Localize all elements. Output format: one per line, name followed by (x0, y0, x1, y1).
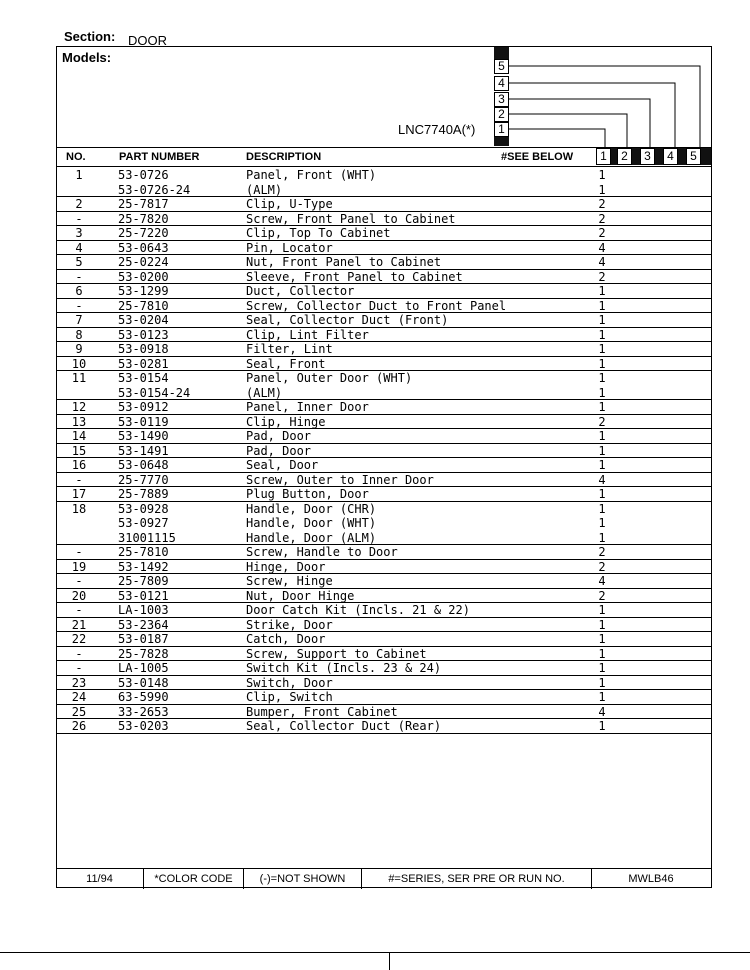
table-row (56, 589, 712, 604)
part-index: 19 (71, 559, 87, 574)
series-cell-1: 1 (596, 148, 611, 165)
part-description: Pad, Door (246, 429, 312, 443)
part-index: 21 (71, 617, 87, 632)
footer-doc-code: MWLB46 (628, 873, 674, 885)
part-quantity: 2 (598, 559, 606, 574)
part-quantity: 1 (598, 443, 606, 458)
part-quantity: 1 (598, 342, 606, 356)
series-divider (632, 148, 640, 165)
part-number: 53-0643 (118, 240, 169, 255)
part-index: 23 (71, 675, 87, 690)
part-index: 20 (71, 588, 87, 603)
part-index: 9 (75, 342, 83, 356)
model-box-5: 5 (494, 59, 509, 74)
part-description: Screw, Outer to Inner Door (246, 472, 434, 487)
part-quantity: 2 (598, 197, 606, 211)
table-row (56, 183, 712, 198)
part-number: 53-0200 (118, 269, 169, 284)
part-quantity: 1 (598, 400, 606, 414)
part-description: Strike, Door (246, 617, 333, 632)
table-row (56, 502, 712, 517)
part-number: LA-1005 (118, 661, 169, 675)
part-description: Switch, Door (246, 675, 333, 690)
part-description: Bumper, Front Cabinet (246, 704, 398, 719)
table-row (56, 487, 712, 502)
table-row (56, 212, 712, 227)
part-number: 25-7810 (118, 545, 169, 559)
table-row (56, 458, 712, 473)
part-quantity: 1 (598, 617, 606, 632)
part-description: Clip, Switch (246, 690, 333, 704)
part-index: 12 (71, 400, 87, 414)
col-header-see-below: #SEE BELOW (501, 151, 574, 163)
part-quantity: 1 (598, 385, 606, 400)
part-quantity: 1 (598, 371, 606, 385)
part-index: - (75, 603, 83, 617)
model-box-4: 4 (494, 76, 509, 91)
part-number: 53-0912 (118, 400, 169, 414)
part-quantity: 4 (598, 472, 606, 487)
table-row (56, 661, 712, 676)
table-row (56, 270, 712, 285)
part-quantity: 1 (598, 675, 606, 690)
part-number: 25-7889 (118, 487, 169, 501)
table-row (56, 328, 712, 343)
part-number: 53-1492 (118, 559, 169, 574)
part-number: 25-7770 (118, 472, 169, 487)
part-description: Sleeve, Front Panel to Cabinet (246, 269, 463, 284)
part-index: - (75, 545, 83, 559)
table-row (56, 632, 712, 647)
table-row (56, 574, 712, 589)
part-number: 31001115 (118, 530, 176, 545)
footer (56, 868, 712, 888)
part-quantity: 1 (598, 182, 606, 197)
part-description: Clip, U-Type (246, 197, 333, 211)
part-number: 25-7810 (118, 298, 169, 313)
table-row (56, 516, 712, 531)
part-index: - (75, 211, 83, 226)
part-quantity: 1 (598, 458, 606, 472)
table-row (56, 284, 712, 299)
part-number: 53-0148 (118, 675, 169, 690)
part-description: (ALM) (246, 182, 283, 197)
part-quantity: 1 (598, 284, 606, 298)
table-row (56, 415, 712, 430)
part-quantity: 1 (598, 168, 606, 182)
part-description: Handle, Door (WHT) (246, 516, 377, 530)
part-quantity: 4 (598, 240, 606, 255)
part-number: 53-0281 (118, 356, 169, 371)
part-description: (ALM) (246, 385, 283, 400)
part-description: Seal, Front (246, 356, 326, 371)
part-number: 53-0204 (118, 313, 169, 327)
part-index: 26 (71, 719, 87, 733)
part-description: Screw, Front Panel to Cabinet (246, 211, 456, 226)
col-header-no: NO. (66, 151, 86, 163)
part-description: Catch, Door (246, 632, 326, 646)
table-row (56, 357, 712, 372)
part-quantity: 1 (598, 429, 606, 443)
series-cell-3: 3 (640, 148, 655, 165)
table-row (56, 386, 712, 401)
table-row (56, 313, 712, 328)
part-quantity: 4 (598, 255, 606, 269)
model-name: LNC7740A(*) (398, 122, 476, 137)
part-index: - (75, 661, 83, 675)
parts-table (56, 168, 712, 734)
part-number: 33-2653 (118, 704, 169, 719)
part-description: Screw, Hinge (246, 574, 333, 588)
part-description: Clip, Lint Filter (246, 327, 369, 342)
series-divider (655, 148, 663, 165)
part-index: 24 (71, 690, 87, 704)
part-description: Clip, Hinge (246, 414, 326, 429)
part-index: 7 (75, 313, 83, 327)
series-cell-4: 4 (663, 148, 678, 165)
part-index: 4 (75, 240, 83, 255)
section-value: DOOR (128, 33, 167, 48)
part-description: Pad, Door (246, 443, 312, 458)
table-row (56, 719, 712, 734)
part-description: Screw, Support to Cabinet (246, 646, 427, 661)
part-index: 6 (75, 284, 83, 298)
col-header-description: DESCRIPTION (246, 151, 322, 163)
series-divider (678, 148, 686, 165)
part-quantity: 1 (598, 487, 606, 501)
table-row (56, 241, 712, 256)
part-number: 53-0203 (118, 719, 169, 733)
part-quantity: 2 (598, 414, 606, 429)
part-quantity: 1 (598, 298, 606, 313)
part-description: Seal, Door (246, 458, 319, 472)
table-row (56, 255, 712, 270)
part-number: 25-7820 (118, 211, 169, 226)
part-description: Switch Kit (Incls. 23 & 24) (246, 661, 442, 675)
part-number: 53-0726 (118, 168, 169, 182)
model-leader-lines (0, 0, 750, 170)
part-description: Plug Button, Door (246, 487, 369, 501)
part-number: 53-1491 (118, 443, 169, 458)
part-index: - (75, 646, 83, 661)
part-quantity: 1 (598, 632, 606, 646)
part-description: Clip, Top To Cabinet (246, 226, 391, 240)
part-index: 18 (71, 501, 87, 516)
part-description: Nut, Door Hinge (246, 588, 355, 603)
part-number: 53-0187 (118, 632, 169, 646)
part-index: 15 (71, 443, 87, 458)
page-bottom-tick (389, 952, 390, 970)
part-index: 1 (75, 168, 83, 182)
table-row (56, 429, 712, 444)
table-row (56, 197, 712, 212)
part-description: Seal, Collector Duct (Rear) (246, 719, 442, 733)
part-description: Screw, Handle to Door (246, 545, 398, 559)
part-number: 63-5990 (118, 690, 169, 704)
model-box-3: 3 (494, 92, 509, 107)
part-quantity: 1 (598, 530, 606, 545)
table-row (56, 618, 712, 633)
part-number: 53-0123 (118, 327, 169, 342)
part-number: 53-0119 (118, 414, 169, 429)
part-index: 10 (71, 356, 87, 371)
footer-color-code: *COLOR CODE (144, 869, 244, 889)
part-quantity: 1 (598, 603, 606, 617)
part-quantity: 1 (598, 516, 606, 530)
part-index: - (75, 574, 83, 588)
table-row (56, 676, 712, 691)
table-row (56, 168, 712, 183)
part-number: 53-0928 (118, 501, 169, 516)
part-quantity: 2 (598, 545, 606, 559)
part-number: 53-0648 (118, 458, 169, 472)
part-quantity: 4 (598, 574, 606, 588)
part-quantity: 1 (598, 501, 606, 516)
part-number: 53-0918 (118, 342, 169, 356)
part-number: 53-2364 (118, 617, 169, 632)
series-cell-5: 5 (686, 148, 701, 165)
header-row-line (56, 166, 712, 167)
footer-series-note: #=SERIES, SER PRE OR RUN NO. (362, 869, 592, 889)
part-quantity: 1 (598, 646, 606, 661)
part-quantity: 2 (598, 588, 606, 603)
part-number: LA-1003 (118, 603, 169, 617)
part-quantity: 1 (598, 719, 606, 733)
part-description: Pin, Locator (246, 240, 333, 255)
table-row (56, 371, 712, 386)
part-index: 13 (71, 414, 87, 429)
table-row (56, 531, 712, 546)
part-index: 16 (71, 458, 87, 472)
part-number: 53-0121 (118, 588, 169, 603)
part-number: 25-7828 (118, 646, 169, 661)
part-index: 5 (75, 255, 83, 269)
table-row (56, 342, 712, 357)
part-number: 53-0154-24 (118, 385, 191, 400)
part-description: Panel, Inner Door (246, 400, 369, 414)
part-index: 14 (71, 429, 87, 443)
part-quantity: 2 (598, 226, 606, 240)
part-index: 3 (75, 226, 83, 240)
table-row (56, 444, 712, 459)
part-index: 25 (71, 704, 87, 719)
part-number: 25-0224 (118, 255, 169, 269)
part-quantity: 1 (598, 690, 606, 704)
part-description: Nut, Front Panel to Cabinet (246, 255, 442, 269)
part-number: 25-7220 (118, 226, 169, 240)
part-index: 2 (75, 197, 83, 211)
table-row (56, 400, 712, 415)
table-row (56, 690, 712, 705)
section-label: Section: (64, 29, 116, 44)
part-description: Filter, Lint (246, 342, 333, 356)
model-box-1: 1 (494, 122, 509, 137)
part-description: Duct, Collector (246, 284, 355, 298)
part-description: Screw, Collector Duct to Front Panel (246, 298, 507, 313)
part-description: Panel, Outer Door (WHT) (246, 371, 413, 385)
part-number: 53-0726-24 (118, 182, 191, 197)
part-quantity: 4 (598, 704, 606, 719)
part-index: 8 (75, 327, 83, 342)
part-number: 53-0154 (118, 371, 169, 385)
footer-not-shown: (-)=NOT SHOWN (244, 869, 362, 889)
part-index: 17 (71, 487, 87, 501)
part-number: 25-7817 (118, 197, 169, 211)
table-row (56, 299, 712, 314)
series-cell-2: 2 (617, 148, 632, 165)
part-description: Panel, Front (WHT) (246, 168, 377, 182)
table-row (56, 603, 712, 618)
part-quantity: 2 (598, 211, 606, 226)
table-row (56, 226, 712, 241)
table-row (56, 560, 712, 575)
part-number: 53-0927 (118, 516, 169, 530)
table-row (56, 705, 712, 720)
part-description: Hinge, Door (246, 559, 326, 574)
table-row (56, 473, 712, 488)
part-quantity: 1 (598, 327, 606, 342)
table-row (56, 545, 712, 560)
part-index: 22 (71, 632, 87, 646)
models-label: Models: (62, 50, 112, 65)
part-quantity: 2 (598, 269, 606, 284)
series-divider (701, 148, 711, 165)
part-index: 11 (71, 371, 87, 385)
part-number: 25-7809 (118, 574, 169, 588)
table-row (56, 647, 712, 662)
part-index: - (75, 472, 83, 487)
model-box-2: 2 (494, 107, 509, 122)
part-number: 53-1490 (118, 429, 169, 443)
part-quantity: 1 (598, 356, 606, 371)
part-description: Handle, Door (ALM) (246, 530, 377, 545)
col-header-part-number: PART NUMBER (119, 151, 200, 163)
part-quantity: 1 (598, 313, 606, 327)
part-number: 53-1299 (118, 284, 169, 298)
footer-date: 11/94 (56, 869, 144, 889)
part-index: - (75, 269, 83, 284)
part-description: Seal, Collector Duct (Front) (246, 313, 449, 327)
part-description: Door Catch Kit (Incls. 21 & 22) (246, 603, 470, 617)
part-index: - (75, 298, 83, 313)
part-description: Handle, Door (CHR) (246, 501, 377, 516)
part-quantity: 1 (598, 661, 606, 675)
page-bottom-line (0, 952, 750, 953)
